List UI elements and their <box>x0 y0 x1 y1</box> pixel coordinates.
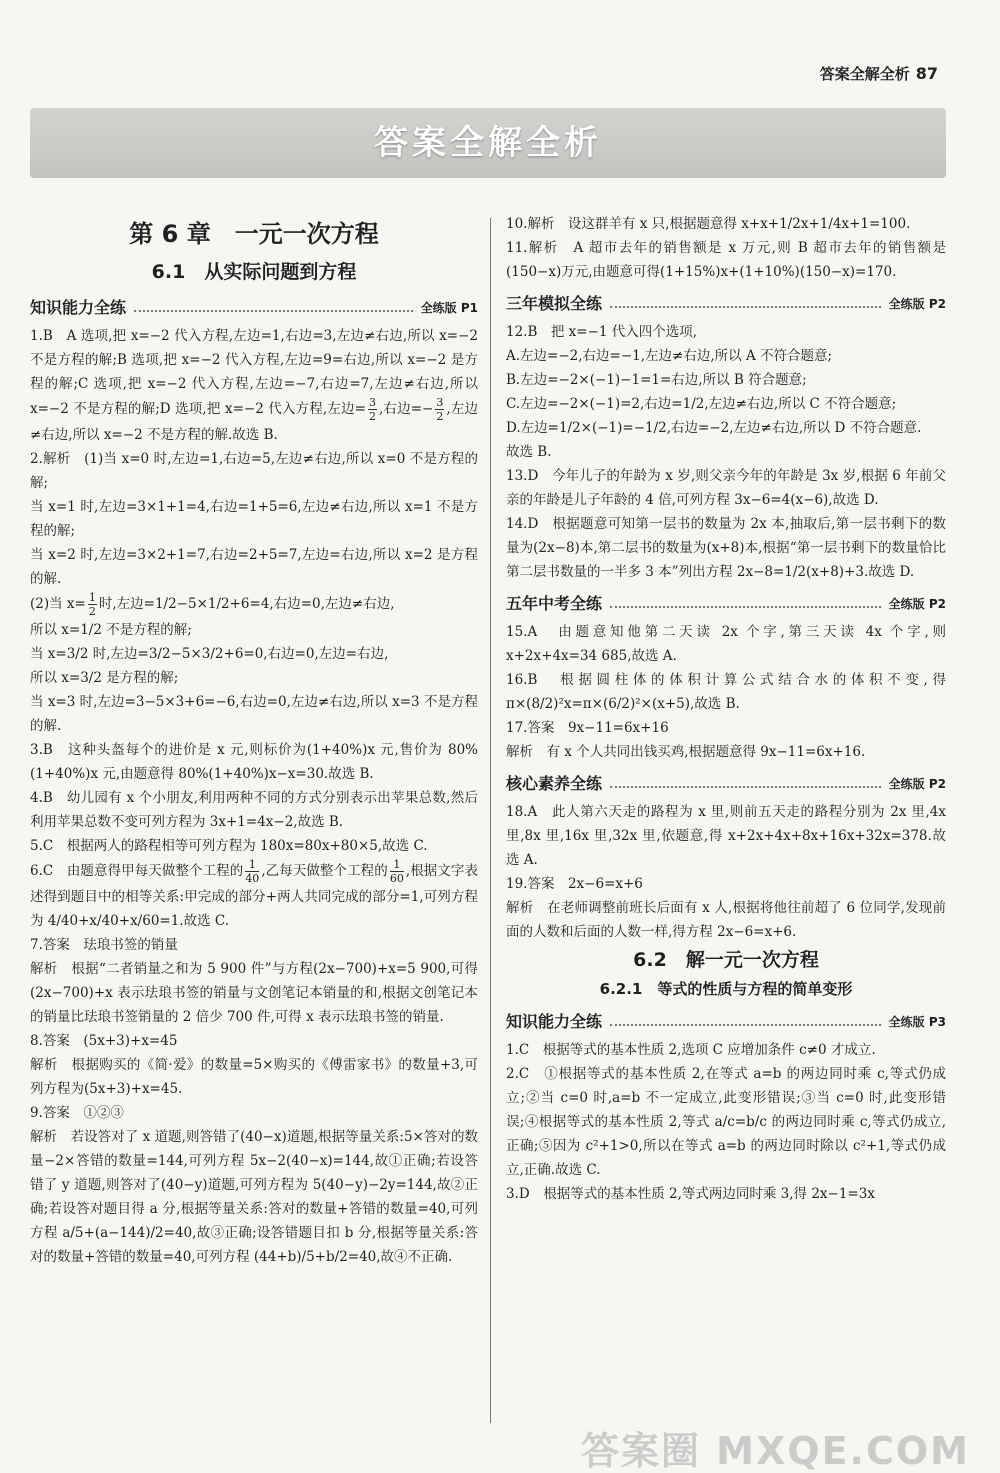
answer-19b: 解析 在老师调整前班长后面有 x 人,根据将他往前超了 6 位同学,发现前面的人数和后面的人数一样,得方程 2x−6=x+6. <box>506 900 946 940</box>
answer-b1: 1.C 根据等式的基本性质 2,选项 C 应增加条件 c≠0 才成立. <box>506 1042 876 1058</box>
answer-16: 16.B 根据圆柱体的体积计算公式结合水的体积不变,得 π×(8/2)²x=π×(6/2)²×(x+5),故选 B. <box>506 672 946 712</box>
answer-12e: D.左边=1/2×(−1)=−1/2,右边=−2,左边≠右边,所以 D 不符合题意. <box>506 420 922 436</box>
practice-band <box>506 772 946 796</box>
header-title: 答案全解全析 <box>819 65 910 83</box>
answer-2f: 当 x=3/2 时,左边=3/2−5×3/2+6=0,右边=0,左边=右边, <box>30 646 389 662</box>
fraction: $\frac{3}{2}$ <box>436 396 444 423</box>
page-header <box>820 62 938 86</box>
band-ref: 全练版 P2 <box>888 297 946 311</box>
left-column <box>30 212 478 1427</box>
answer-12a: 12.B 把 x=−1 代入四个选项, <box>506 324 698 340</box>
band-dots <box>610 786 881 788</box>
practice-band <box>506 292 946 316</box>
fraction: $\frac{1}{60}$ <box>389 858 404 885</box>
watermark: 答案圈 MXQE.COM <box>580 1429 970 1473</box>
section-title: 6.2 解一元一次方程 <box>633 949 819 971</box>
fraction: $\frac{1}{2}$ <box>88 591 96 618</box>
column-divider <box>490 218 491 1423</box>
band-title: 知识能力全练 <box>30 298 127 317</box>
band-ref: 全练版 P1 <box>420 301 478 315</box>
title-banner <box>30 108 946 178</box>
chapter-title: 第 6 章 一元一次方程 <box>129 220 379 248</box>
answer-8b: 解析 根据购买的《简·爱》的数量=5×购买的《傅雷家书》的数量+3,可列方程为(5x+3)+x=45. <box>30 1057 478 1097</box>
answer-13: 13.D 今年儿子的年龄为 x 岁,则父亲今年的年龄是 3x 岁,根据 6 年前父亲的年龄是儿子年龄的 4 倍,可列方程 3x−6=4(x−6),故选 D. <box>506 468 946 508</box>
fraction: $\frac{3}{2}$ <box>368 396 376 423</box>
answer-8a: 8.答案 (5x+3)+x=45 <box>30 1033 178 1049</box>
band-dots <box>610 1024 881 1026</box>
answer-12c: B.左边=−2×(−1)−1=1=右边,所以 B 符合题意; <box>506 372 807 388</box>
page-number: 87 <box>915 64 938 83</box>
answer-7b: 解析 根据“二者销量之和为 5 900 件”与方程(2x−700)+x=5 900,可得(2x−700)+x 表示珐琅书签的销量与文创笔记本销量的和,根据文创笔记本的销量比珐琅书签销量的 2 倍少 700 件,可得 x 表示珐琅书签的销量. <box>30 961 478 1025</box>
answer-10: 10.解析 设这群羊有 x 只,根据题意得 x+x+1/2x+1/4x+1=100. <box>506 216 911 232</box>
section-title: 6.1 从实际问题到方程 <box>151 261 357 283</box>
answer-2a: 2.解析 (1)当 x=0 时,左边=1,右边=5,左边≠右边,所以 x=0 不是方程的解; <box>30 451 478 491</box>
answer-2b: 当 x=1 时,左边=3×1+1=4,右边=1+5=6,左边≠右边,所以 x=1 不是方程的解; <box>30 499 478 539</box>
banner-title: 答案全解全析 <box>374 123 602 163</box>
answer-b2: 2.C ①根据等式的基本性质 2,在等式 a=b 的两边同时乘 c,等式仍成立;②当 c=0 时,a=b 不一定成立,此变形错误;③当 c=0 时,此变形错误;④根据等式的基本性质 2,等式 a/c=b/c 的两边同时乘 c,等式仍成立,正确;⑤因为 c²+1>0,所以在等式 a=b 的两边同时除以 c²+1,等式仍成立,正确.故选 C. <box>506 1066 946 1178</box>
band-dots <box>134 310 413 312</box>
practice-band <box>506 1010 946 1034</box>
answer-12d: C.左边=−2×(−1)=2,右边=1/2,左边≠右边,所以 C 不符合题意; <box>506 396 897 412</box>
answer-2e: 所以 x=1/2 不是方程的解; <box>30 622 192 638</box>
answer-6: 6.C 由题意得甲每天做整个工程的 $\frac{1}{40}$ ,乙每天做整个工程的 $\frac{1}{60}$ ,根据文字表述得到题目中的相等关系:甲完成的部分+两人共同完成的部分=1,可列方程为 4/40+x/40+x/60=1.故选 C. <box>30 858 478 929</box>
answer-17b: 解析 有 x 个人共同出钱买鸡,根据题意得 9x−11=6x+16. <box>506 744 866 760</box>
subsection-title: 6.2.1 等式的性质与方程的简单变形 <box>599 980 853 998</box>
answer-1: 1.B A 选项,把 x=−2 代入方程,左边=1,右边=3,左边≠右边,所以 x=−2 不是方程的解;B 选项,把 x=−2 代入方程,左边=9=右边,所以 x=−2 是方程的解;C 选项,把 x=−2 代入方程,左边=−7,右边=7,左边≠右边,所以 x=−2 不是方程的解;D 选项,把 x=−2 代入方程,左边= $\frac{3}{2}$ ,右边=− $\frac{3}{2}$ ,左边≠右边,所以 x=−2 不是方程的解.故选 B. <box>30 328 478 443</box>
answer-18: 18.A 此人第六天走的路程为 x 里,则前五天走的路程分别为 2x 里,4x 里,8x 里,16x 里,32x 里,依题意,得 x+2x+4x+8x+16x+32x=378.故选 A. <box>506 804 946 868</box>
answer-14: 14.D 根据题意可知第一层书的数量为 2x 本,抽取后,第一层书剩下的数量为(2x−8)本,第二层书的数量为(x+8)本,根据“第一层书剩下的数量恰比第二层书数量的一半多 3 本”列出方程 2x−8=1/2(x+8)+3.故选 D. <box>506 516 946 580</box>
answer-19a: 19.答案 2x−6=x+6 <box>506 876 643 892</box>
band-ref: 全练版 P2 <box>888 597 946 611</box>
answer-11: 11.解析 A 超市去年的销售额是 x 万元,则 B 超市去年的销售额是(150−x)万元,由题意可得(1+15%)x+(1+10%)(150−x)=170. <box>506 240 946 280</box>
band-title: 知识能力全练 <box>506 1012 603 1031</box>
band-ref: 全练版 P3 <box>888 1015 946 1029</box>
answer-12f: 故选 B. <box>506 444 552 460</box>
band-dots <box>610 606 881 608</box>
practice-band <box>506 592 946 616</box>
answer-2c: 当 x=2 时,左边=3×2+1=7,右边=2+5=7,左边=右边,所以 x=2 是方程的解. <box>30 547 478 587</box>
band-dots <box>610 306 881 308</box>
answer-4: 4.B 幼儿园有 x 个小朋友,利用两种不同的方式分别表示出苹果总数,然后利用苹果总数不变可列方程为 3x+1=4x−2,故选 B. <box>30 790 478 830</box>
answer-17a: 17.答案 9x−11=6x+16 <box>506 720 669 736</box>
answer-5: 5.C 根据两人的路程相等可列方程为 180x=80x+80×5,故选 C. <box>30 838 428 854</box>
answer-9a: 9.答案 ①②③ <box>30 1105 124 1121</box>
practice-band <box>30 296 478 320</box>
band-title: 核心素养全练 <box>506 774 603 793</box>
answer-2d: (2)当 x= $\frac{1}{2}$ 时,左边=1/2−5×1/2+6=4,右边=0,左边≠右边, <box>30 591 395 618</box>
answer-3: 3.B 这种头盔每个的进价是 x 元,则标价为(1+40%)x 元,售价为 80%(1+40%)x 元,由题意得 80%(1+40%)x−x=30.故选 B. <box>30 742 478 782</box>
fraction: $\frac{1}{40}$ <box>245 858 260 885</box>
band-title: 五年中考全练 <box>506 594 603 613</box>
band-ref: 全练版 P2 <box>888 777 946 791</box>
answer-9b: 解析 若设答对了 x 道题,则答错了(40−x)道题,根据等量关系:5×答对的数量−2×答错的数量=144,可列方程 5x−2(40−x)=144,故①正确;若设答错了 y 道题,则答对了(40−y)道题,可列方程为 5(40−y)−2y=144,故②正确;若设答对题目得 a 分,根据等量关系:答对的数量+答错的数量=40,可列方程 a/5+(a−144)/2=40,故③正确;设答错题目扣 b 分,根据等量关系:答对的数量+答错的数量=40,可列方程 (44+b)/5+b/2=40,故④不正确. <box>30 1129 478 1265</box>
answer-12b: A.左边=−2,右边=−1,左边≠右边,所以 A 不符合题意; <box>506 348 833 364</box>
answer-2h: 当 x=3 时,左边=3−5×3+6=−6,右边=0,左边≠右边,所以 x=3 不是方程的解. <box>30 694 478 734</box>
answer-b3: 3.D 根据等式的基本性质 2,等式两边同时乘 3,得 2x−1=3x <box>506 1186 875 1202</box>
band-title: 三年模拟全练 <box>506 294 603 313</box>
answer-2g: 所以 x=3/2 是方程的解; <box>30 670 179 686</box>
right-column <box>506 212 946 1427</box>
answer-7a: 7.答案 珐琅书签的销量 <box>30 937 178 953</box>
answer-15: 15.A 由题意知他第二天读 2x 个字,第三天读 4x 个字,则 x+2x+4x=34 685,故选 A. <box>506 624 946 664</box>
